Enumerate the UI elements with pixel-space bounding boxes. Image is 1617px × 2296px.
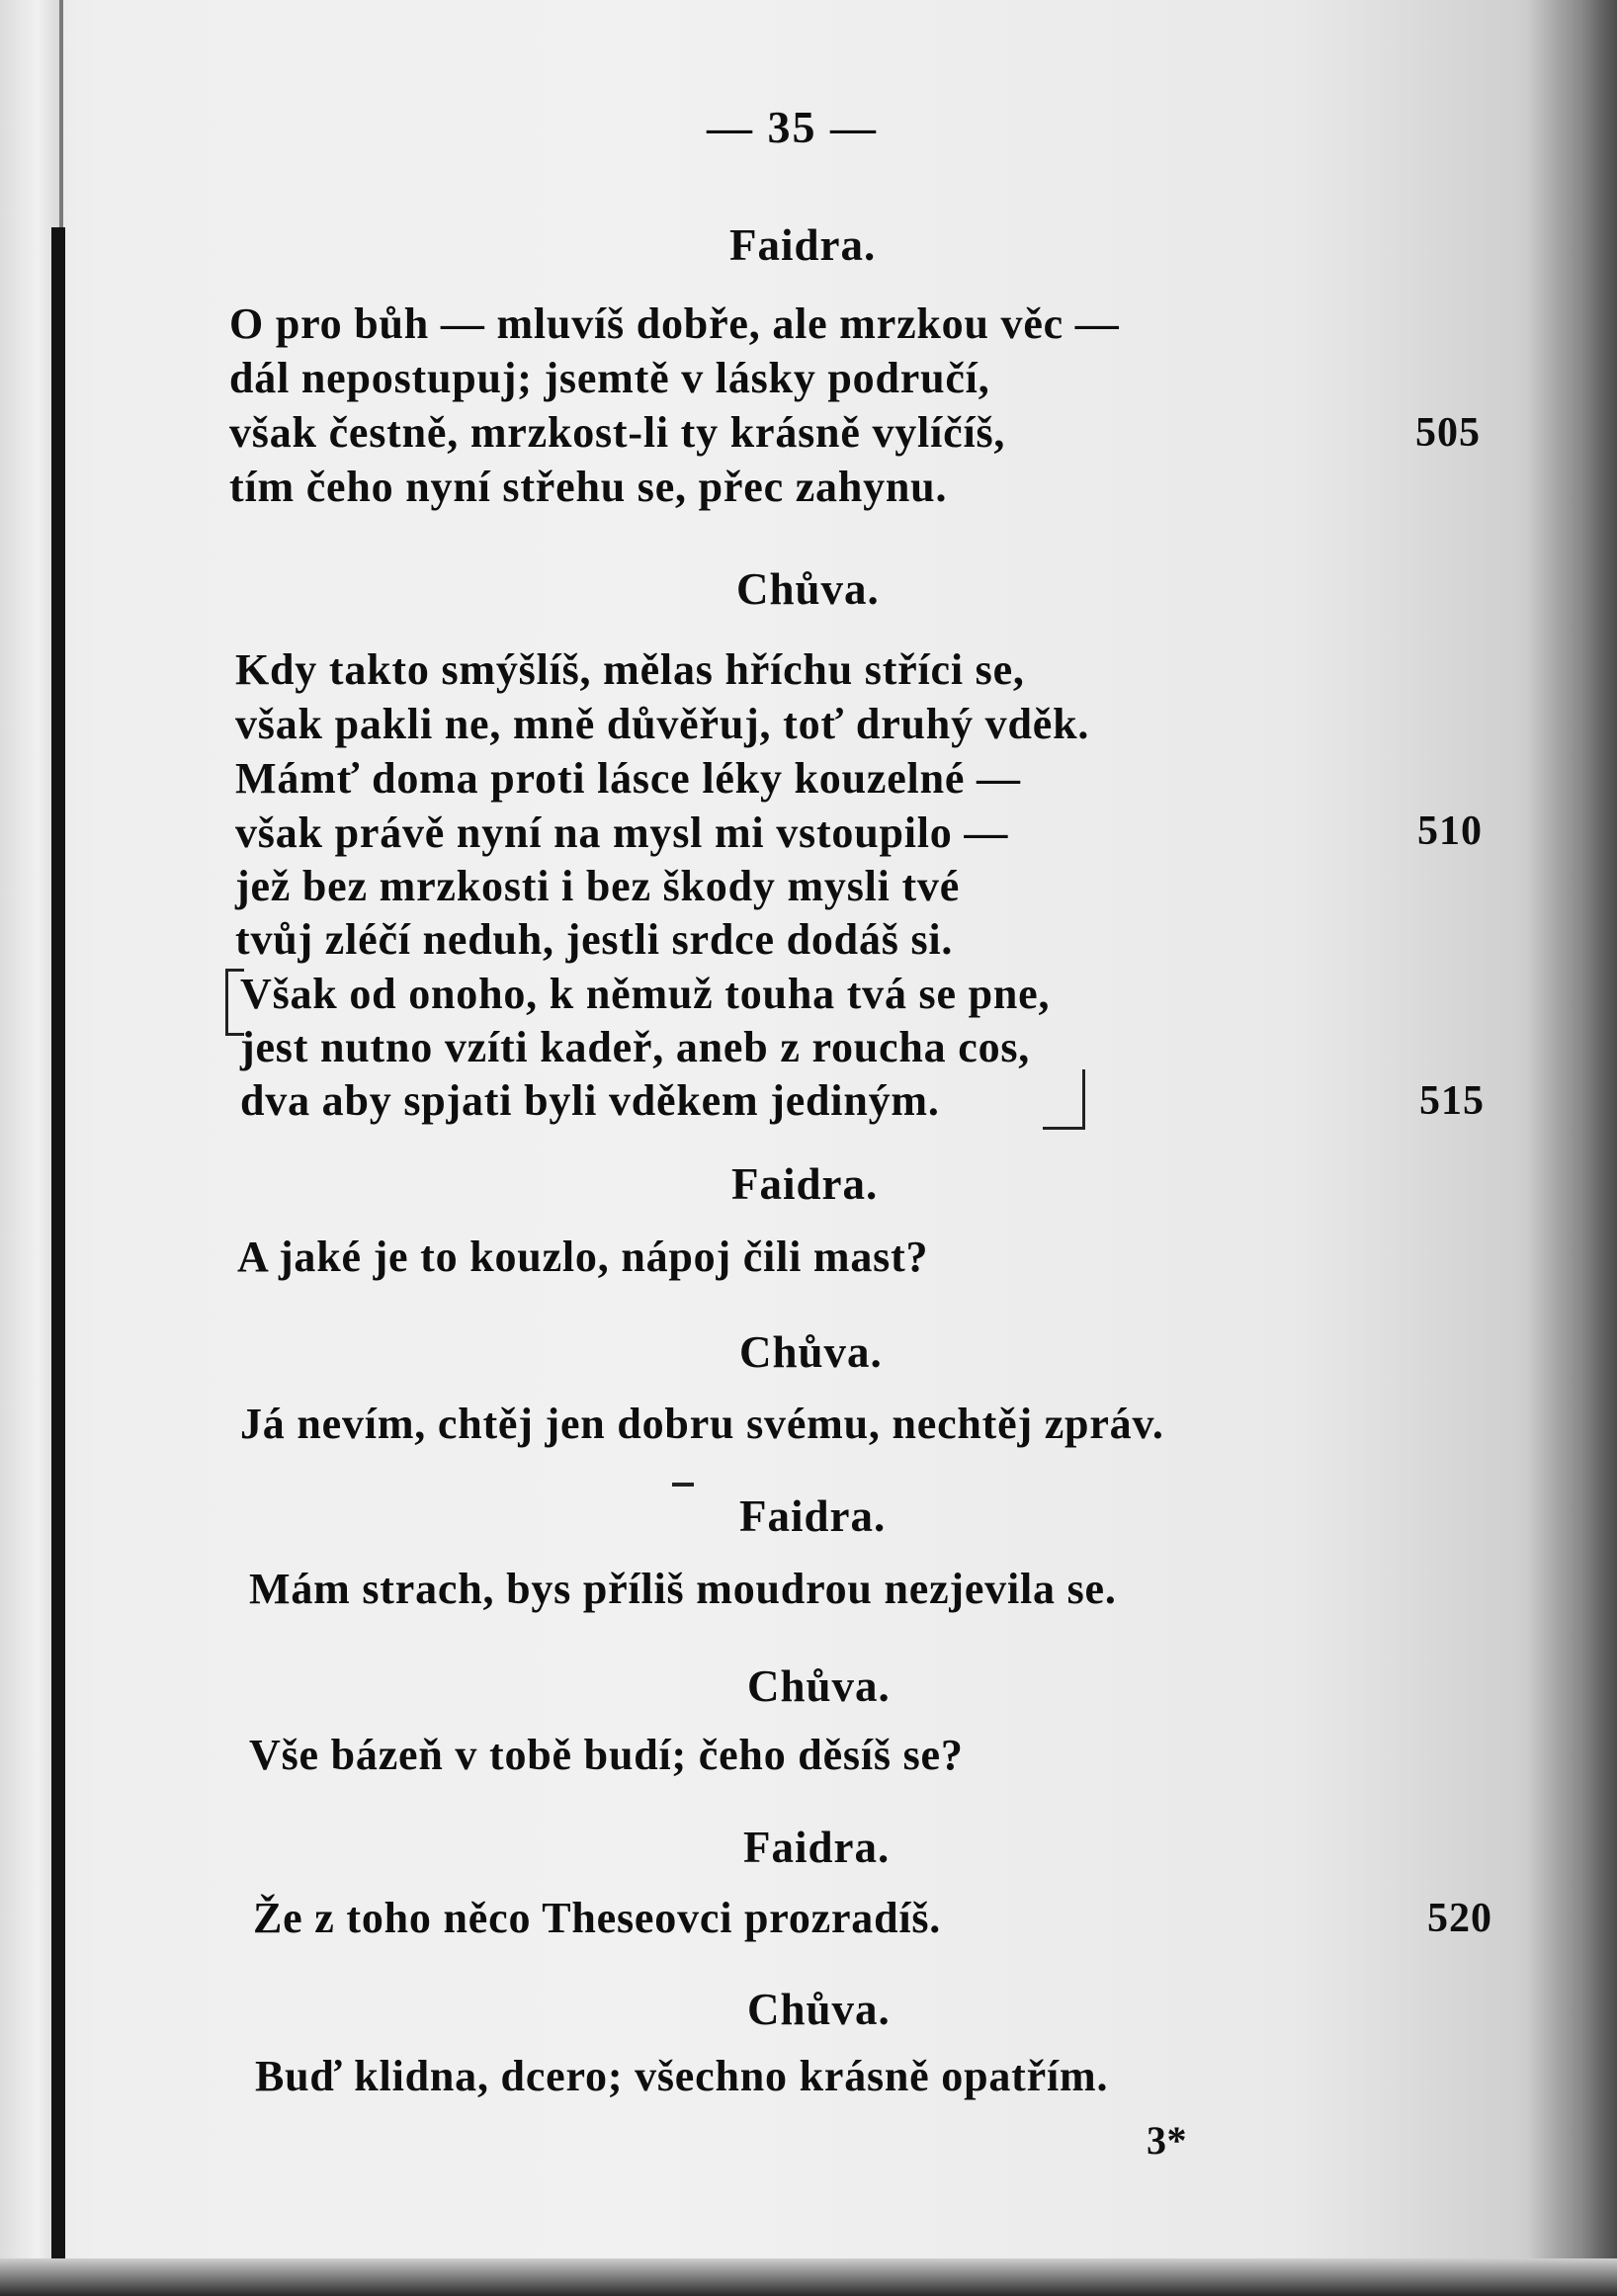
stray-mark xyxy=(672,1483,694,1487)
verse-line: jest nutno vzíti kadeř, aneb z roucha cos, xyxy=(240,1023,1031,1071)
verse-line: Mám strach, bys příliš moudrou nezjevila se. xyxy=(249,1565,1117,1613)
speaker-label: Chůva. xyxy=(747,1985,891,2034)
speaker-label: Faidra. xyxy=(739,1491,887,1541)
verse-line: Já nevím, chtěj jen dobru svému, nechtěj zpráv. xyxy=(240,1400,1164,1448)
speaker-label: Faidra. xyxy=(731,1159,879,1209)
bottom-edge xyxy=(0,2258,1617,2296)
verse-line: Vše bázeň v tobě budí; čeho děsíš se? xyxy=(249,1731,964,1779)
verse-line: Že z toho něco Theseovci prozradíš. xyxy=(253,1894,942,1942)
verse-line: však čestně, mrzkost-li ty krásně vylíčíš, xyxy=(229,408,1006,457)
line-number: 505 xyxy=(1415,410,1481,456)
line-number: 515 xyxy=(1419,1078,1485,1124)
verse-line: však právě nyní na mysl mi vstoupilo — xyxy=(235,808,1009,857)
line-number: 520 xyxy=(1427,1896,1492,1941)
verse-line: však pakli ne, mně důvěřuj, toť druhý vděk. xyxy=(235,700,1090,748)
verse-line: Kdy takto smýšlíš, mělas hříchu stříci se, xyxy=(235,645,1025,694)
speaker-label: Faidra. xyxy=(729,220,877,270)
speaker-label: Chůva. xyxy=(739,1327,883,1377)
binding-edge xyxy=(51,227,65,2263)
signature-mark: 3* xyxy=(1147,2118,1187,2163)
verse-line: Mámť doma proti lásce léky kouzelné — xyxy=(235,754,1021,803)
page-number: — 35 — xyxy=(707,102,878,152)
margin-bracket xyxy=(1043,1069,1085,1130)
speaker-label: Faidra. xyxy=(743,1823,891,1872)
verse-line: A jaké je to kouzlo, nápoj čili mast? xyxy=(237,1233,929,1281)
verse-line: tím čeho nyní střehu se, přec zahynu. xyxy=(229,463,948,511)
verse-line: Buď klidna, dcero; všechno krásně opatřím. xyxy=(255,2052,1109,2100)
line-number: 510 xyxy=(1417,808,1483,854)
verse-line: jež bez mrzkosti i bez škody mysli tvé xyxy=(235,862,961,910)
speaker-label: Chůva. xyxy=(736,564,880,614)
verse-line: tvůj zléčí neduh, jestli srdce dodáš si. xyxy=(235,915,954,964)
verse-line: dva aby spjati byli vděkem jediným. xyxy=(240,1076,940,1125)
verse-line: O pro bůh — mluvíš dobře, ale mrzkou věc — xyxy=(229,299,1120,348)
page-edge-shadow xyxy=(1528,0,1617,2296)
speaker-label: Chůva. xyxy=(747,1661,891,1711)
verse-line: Však od onoho, k němuž touha tvá se pne, xyxy=(240,970,1051,1018)
verse-line: dál nepostupuj; jsemtě v lásky područí, xyxy=(229,354,990,402)
margin-bracket xyxy=(225,969,244,1036)
